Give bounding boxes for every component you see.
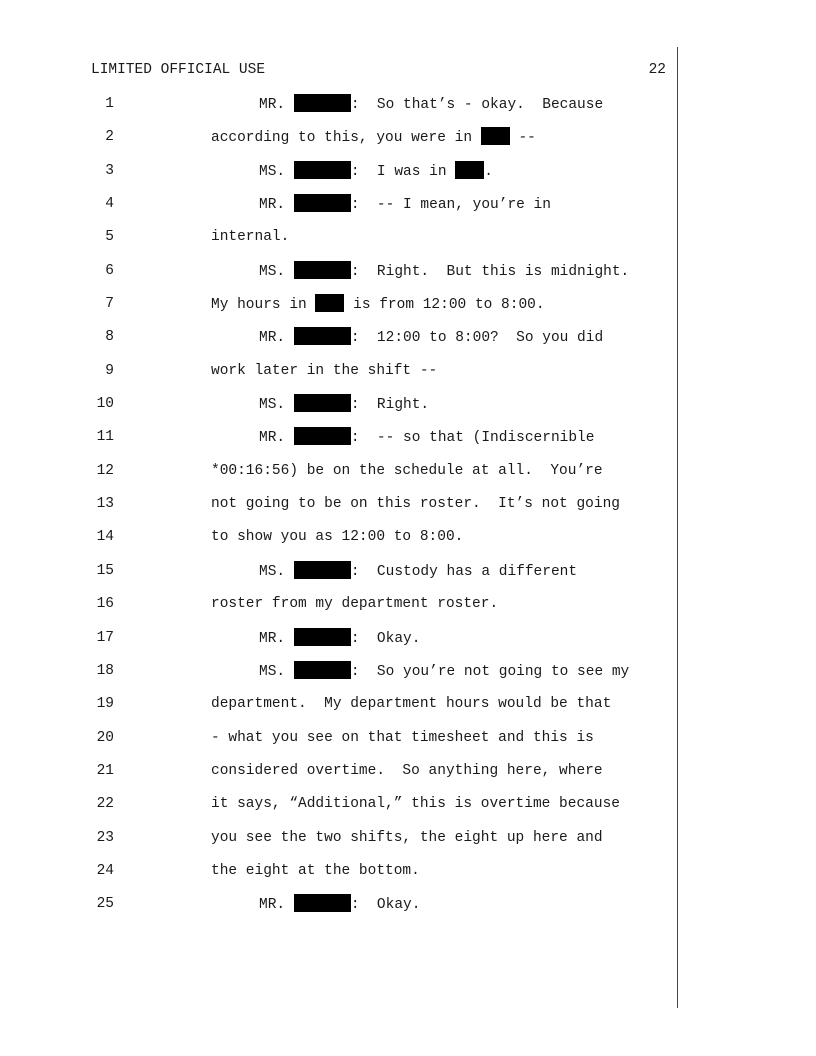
text-segment: MR.	[259, 630, 294, 647]
text-segment: you see the two shifts, the eight up here and	[211, 829, 603, 846]
text-segment: department. My department hours would be that	[211, 696, 612, 713]
redaction-box	[455, 161, 484, 179]
line-number: 3	[105, 162, 114, 179]
redaction-box	[315, 294, 344, 312]
line-number: 13	[96, 496, 114, 513]
transcript-line	[0, 227, 816, 260]
text-segment: roster from my department roster.	[211, 596, 499, 613]
transcript-line	[0, 527, 816, 560]
transcript-line	[0, 594, 816, 627]
redaction-box	[294, 561, 351, 579]
transcript-line	[0, 394, 816, 427]
line-number: 25	[96, 896, 114, 913]
transcript-line	[0, 561, 816, 594]
transcript-line	[0, 194, 816, 227]
line-number: 14	[96, 529, 114, 546]
line-number: 18	[96, 662, 114, 679]
text-segment: - what you see on that timesheet and this is	[211, 729, 594, 746]
text-segment: MR.	[259, 430, 294, 447]
redaction-box	[294, 327, 351, 345]
transcript-body	[0, 94, 816, 928]
text-segment: MR.	[259, 897, 294, 914]
line-text	[259, 194, 551, 215]
redaction-box	[294, 427, 351, 445]
line-text	[211, 728, 594, 748]
line-number: 22	[96, 796, 114, 813]
line-number: 24	[96, 862, 114, 879]
redaction-box	[294, 261, 351, 279]
line-number: 19	[96, 696, 114, 713]
line-text	[211, 594, 498, 614]
text-segment: MR.	[259, 197, 294, 214]
text-segment: MR.	[259, 97, 294, 113]
transcript-line	[0, 828, 816, 861]
line-number: 21	[96, 762, 114, 779]
transcript-line	[0, 661, 816, 694]
transcript-line	[0, 494, 816, 527]
line-number: 8	[105, 329, 114, 346]
text-segment: the eight at the bottom.	[211, 862, 420, 879]
text-segment: : 12:00 to 8:00? So you did	[350, 330, 604, 347]
line-number: 9	[105, 362, 114, 379]
text-segment: : So that’s - okay. Because	[350, 97, 604, 113]
transcript-line	[0, 461, 816, 494]
text-segment: .	[484, 163, 493, 180]
transcript-line	[0, 161, 816, 194]
text-segment: MS.	[259, 663, 294, 680]
text-segment: : -- so that (Indiscernible	[350, 430, 595, 447]
text-segment: --	[509, 130, 536, 147]
line-text	[259, 327, 603, 348]
redaction-box	[294, 94, 351, 112]
line-text	[211, 294, 545, 315]
line-text	[259, 561, 577, 582]
line-text	[211, 494, 620, 514]
text-segment: considered overtime. So anything here, where	[211, 762, 603, 779]
redaction-box	[294, 661, 351, 679]
line-number: 7	[105, 296, 114, 313]
transcript-line	[0, 894, 816, 927]
text-segment: to show you as 12:00 to 8:00.	[211, 529, 464, 546]
line-text	[211, 527, 463, 547]
line-text	[211, 461, 603, 481]
line-text	[259, 261, 629, 282]
text-segment: : Custody has a different	[350, 563, 578, 580]
transcript-line	[0, 728, 816, 761]
text-segment: MS.	[259, 163, 294, 180]
redaction-box	[294, 894, 351, 912]
line-text	[259, 661, 629, 682]
transcript-line	[0, 628, 816, 661]
text-segment: My hours in	[211, 297, 316, 314]
redaction-box	[294, 194, 351, 212]
line-text	[259, 161, 493, 182]
text-segment: : I was in	[350, 163, 456, 180]
line-text	[211, 861, 420, 881]
transcript-line	[0, 361, 816, 394]
text-segment: internal.	[211, 229, 290, 246]
text-segment: MR.	[259, 330, 294, 347]
line-number: 11	[96, 429, 114, 446]
line-text	[211, 828, 603, 848]
transcript-line	[0, 861, 816, 894]
text-segment: : Okay.	[350, 630, 421, 647]
line-number: 1	[105, 96, 114, 112]
line-number: 23	[96, 829, 114, 846]
text-segment: *00:16:56) be on the schedule at all. You’re	[211, 462, 603, 479]
line-text	[211, 227, 289, 247]
line-text	[259, 894, 420, 915]
text-segment: : Okay.	[350, 897, 421, 914]
line-text	[211, 761, 603, 781]
transcript-line	[0, 794, 816, 827]
line-text	[259, 94, 603, 115]
line-text	[259, 394, 429, 415]
transcript-line	[0, 94, 816, 127]
redaction-box	[481, 127, 510, 145]
redaction-box	[294, 628, 351, 646]
line-text	[211, 127, 536, 148]
page-number: 22	[648, 62, 666, 78]
transcript-line	[0, 327, 816, 360]
line-text	[259, 628, 420, 649]
line-number: 15	[96, 562, 114, 579]
text-segment: MS.	[259, 563, 294, 580]
text-segment: : Right. But this is midnight.	[350, 263, 630, 280]
line-text	[211, 794, 620, 814]
text-segment: not going to be on this roster. It’s not going	[211, 496, 620, 513]
text-segment: is from 12:00 to 8:00.	[344, 297, 545, 314]
line-number: 10	[96, 396, 114, 413]
line-text	[211, 694, 611, 714]
line-number: 20	[96, 729, 114, 746]
line-number: 16	[96, 596, 114, 613]
text-segment: it says, “Additional,” this is overtime because	[211, 796, 620, 813]
line-number: 4	[105, 196, 114, 213]
line-text	[259, 427, 594, 448]
transcript-line	[0, 427, 816, 460]
transcript-line	[0, 261, 816, 294]
text-segment: MS.	[259, 263, 294, 280]
transcript-line	[0, 694, 816, 727]
transcript-line	[0, 127, 816, 160]
line-number: 6	[105, 262, 114, 279]
text-segment: : -- I mean, you’re in	[350, 197, 551, 214]
transcript-line	[0, 761, 816, 794]
line-number: 2	[105, 129, 114, 146]
line-text	[211, 361, 437, 381]
text-segment: MS.	[259, 397, 294, 414]
text-segment: according to this, you were in	[211, 130, 481, 147]
redaction-box	[294, 394, 351, 412]
text-segment: : Right.	[350, 397, 430, 414]
text-segment: work later in the shift --	[211, 362, 438, 379]
redaction-box	[294, 161, 351, 179]
transcript-line	[0, 294, 816, 327]
line-number: 17	[96, 629, 114, 646]
header-classification: LIMITED OFFICIAL USE	[91, 62, 266, 78]
line-number: 5	[105, 229, 114, 246]
line-number: 12	[96, 462, 114, 479]
text-segment: : So you’re not going to see my	[350, 663, 630, 680]
